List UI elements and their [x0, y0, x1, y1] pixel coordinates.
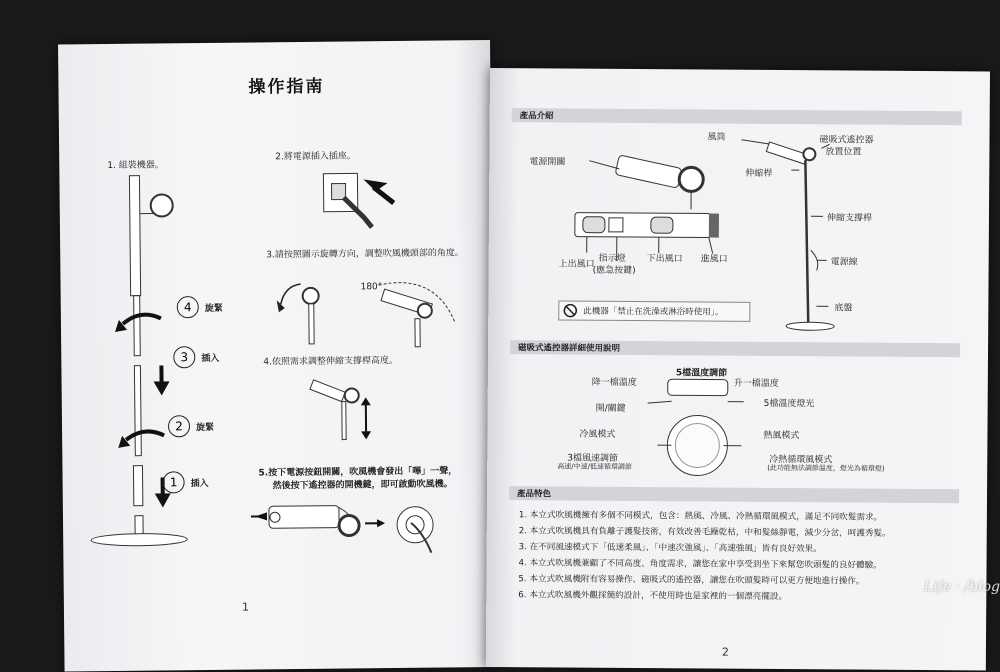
remote-diagram — [657, 375, 758, 486]
plug-socket-illustration — [313, 169, 414, 240]
step-action: 插入 — [191, 476, 209, 489]
step-action: 旋緊 — [205, 301, 223, 314]
page-title: 操作指南 — [248, 72, 324, 98]
step-action: 插入 — [201, 351, 219, 364]
watermark: Life · /blog — [924, 579, 1000, 595]
step-number: 1 — [163, 471, 185, 493]
label-power-cord: 電源線 — [831, 254, 858, 267]
step-1-label: 1. 組裝機器。 — [107, 157, 164, 171]
step-5-line-1: 5.按下電源按鈕開關，吹風機會發出「嗶」一聲， — [258, 463, 457, 478]
step-number: 4 — [177, 296, 199, 318]
page-number: 1 — [242, 601, 249, 614]
label-air-inlet: 進風口 — [701, 251, 728, 264]
label-cold-mode: 冷風模式 — [579, 427, 615, 440]
step-action: 旋緊 — [196, 420, 214, 433]
label-remote-pos-1: 磁吸式遙控器 — [819, 132, 873, 145]
label-power-switch: 電源開關 — [529, 154, 565, 167]
step-number: 2 — [168, 415, 190, 437]
left-page — [58, 40, 497, 671]
section-header-intro: 產品介紹 — [512, 108, 962, 125]
step-3-text: 3.請按照圖示旋轉方向，調整吹風機頭部的角度。 — [266, 245, 464, 260]
page-number: 2 — [722, 646, 729, 659]
label-outlet-top: 風筒 — [707, 130, 725, 143]
label-cycle-mode-sub: (此功能無法調節溫度，燈光為循環燈) — [767, 463, 885, 474]
feature-item-1: 1. 本立式吹風機擁有多個不同模式，包含：熱風、冷風、冷熱循環風模式，滿足不同吹髮需求。 — [519, 508, 882, 523]
label-remote-pos-2: 放置位置 — [825, 144, 861, 157]
height-adjust-illustration — [309, 371, 390, 442]
label-indicator: 指示燈 — [599, 251, 626, 264]
label-hot-mode: 熱風模式 — [763, 428, 799, 441]
head-rotation-illustration — [274, 262, 475, 354]
step-2-text: 2.將電源插入插座。 — [275, 148, 356, 162]
label-top-outlet: 上出風口 — [559, 256, 595, 269]
warning-text: 此機器「禁止在洗澡或淋浴時使用」。 — [583, 305, 723, 318]
no-shower-icon — [563, 304, 577, 318]
feature-item-2: 2. 本立式吹風機具有負離子護髮技術，有效改善毛躁乾枯，中和髮絲靜電，減少分岔，呵護秀髮。 — [519, 524, 891, 539]
section-header-remote: 磁吸式遙控器詳細使用說明 — [510, 340, 960, 357]
label-base: 底盤 — [834, 300, 852, 313]
step-5-line-2: 然後按下遙控器的開機鍵，即可啟動吹風機。 — [273, 476, 453, 491]
feature-item-3: 3. 在不同風速模式下「低速柔風」、「中速次強風」、「高速強風」皆有良好效果。 — [519, 540, 822, 554]
power-on-illustration — [251, 492, 472, 564]
feature-item-6: 6. 本立式吹風機外觀採簡約設計，不使用時也是家裡的一個漂亮擺設。 — [518, 588, 787, 602]
label-telescopic-rod: 伸縮桿 — [745, 166, 772, 179]
label-speed-3: 3檔風速調節 — [567, 451, 618, 464]
step-number: 3 — [173, 346, 195, 368]
section-header-features: 產品特色 — [509, 486, 959, 503]
label-temp-5-level: 5檔溫度調節 — [676, 365, 727, 378]
label-temp-up: 升一檔溫度 — [734, 376, 779, 389]
feature-item-5: 5. 本立式吹風機附有容易操作、磁吸式的遙控器，讓您在吹頭髮時可以更方便地進行操作。 — [518, 572, 864, 586]
label-temp-light: 5檔溫度燈光 — [764, 396, 815, 409]
right-page — [486, 68, 990, 670]
warning-box — [558, 300, 750, 321]
label-indicator-sub: (應急按鍵) — [593, 263, 636, 276]
label-power-key: 開/關鍵 — [596, 401, 626, 414]
label-bottom-outlet: 下出風口 — [647, 251, 683, 264]
feature-item-4: 4. 本立式吹風機兼顧了不同高度、角度需求，讓您在家中享受到坐下來幫您吹頭髮的良好體驗。 — [519, 556, 882, 571]
label-temp-down: 降一檔溫度 — [592, 375, 637, 388]
label-speed-3-sub: 高速/中速/低速循環調節 — [557, 461, 632, 472]
step-4-text: 4.依照需求調整伸縮支撐桿高度。 — [263, 353, 398, 367]
label-cycle-mode: 冷熱循環風模式 — [769, 452, 832, 465]
label-support-rod: 伸縮支撐桿 — [827, 210, 872, 223]
angle-label: 180° — [361, 282, 383, 292]
